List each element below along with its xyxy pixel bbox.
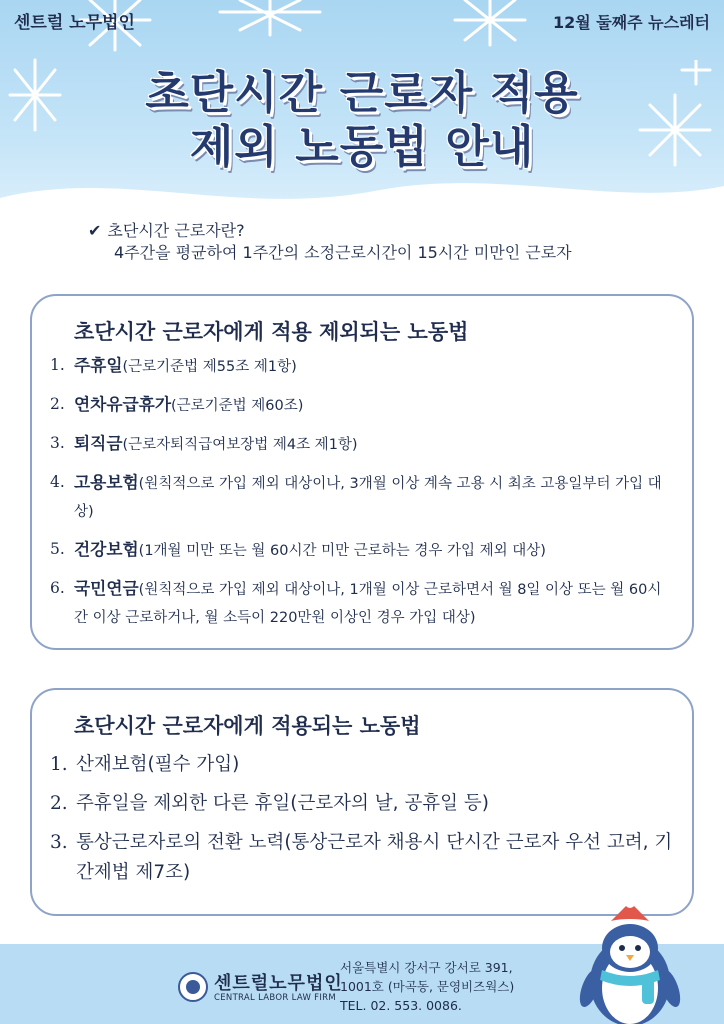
applied-law-text: 주휴일을 제외한 다른 휴일(근로자의 날, 공휴일 등) — [76, 793, 490, 814]
snowflake-icon — [200, 0, 340, 40]
applied-law-text: 산재보험(필수 가입) — [76, 754, 240, 775]
law-description: (근로기준법 제55조 제1항) — [122, 359, 297, 375]
list-number: 3. — [50, 832, 68, 853]
definition-question-text: 초단시간 근로자란? — [107, 221, 245, 240]
firm-logo-name: 센트럴노무법인 — [214, 973, 343, 994]
definition-block — [88, 220, 572, 264]
applied-laws-list — [50, 750, 674, 897]
law-name: 연차유급휴가 — [74, 394, 171, 414]
list-number: 4. — [50, 473, 65, 491]
address-line-2: 1001호 (마곡동, 문영비즈웍스) — [340, 979, 515, 994]
law-description: (근로자퇴직급여보장법 제4조 제1항) — [122, 437, 358, 453]
snowflake-icon — [450, 0, 530, 50]
list-item — [50, 469, 674, 526]
list-number: 5. — [50, 540, 65, 558]
page-title-line-1: 초단시간 근로자 적용 — [145, 66, 579, 119]
applied-law-text: 통상근로자로의 전환 노력(통상근로자 채용시 단시간 근로자 우선 고려, 기간제법 제7조) — [76, 832, 673, 883]
law-name: 퇴직금 — [74, 433, 123, 453]
applied-laws-heading: 초단시간 근로자에게 적용되는 노동법 — [74, 714, 421, 738]
address-line-1: 서울특별시 강서구 강서로 391, — [340, 960, 513, 975]
law-name: 주휴일 — [74, 355, 123, 375]
list-number: 3. — [50, 434, 65, 452]
list-item — [50, 536, 674, 565]
law-description: (1개월 미만 또는 월 60시간 미만 근로하는 경우 가입 제외 대상) — [138, 543, 546, 559]
list-item — [50, 828, 674, 888]
definition-answer: 4주간을 평균하여 1주간의 소정근로시간이 15시간 미만인 근로자 — [114, 243, 572, 262]
list-number: 2. — [50, 793, 68, 814]
firm-logo-icon — [178, 972, 208, 1002]
excluded-laws-heading: 초단시간 근로자에게 적용 제외되는 노동법 — [74, 320, 469, 344]
list-number: 1. — [50, 356, 65, 374]
page-title-line-2: 제외 노동법 안내 — [189, 120, 535, 173]
check-icon: ✔ — [88, 221, 102, 240]
list-item — [50, 789, 674, 819]
law-name: 고용보험 — [74, 472, 139, 492]
law-name: 건강보험 — [74, 539, 139, 559]
law-name: 국민연금 — [74, 578, 139, 598]
firm-address — [340, 958, 514, 1015]
header-wave — [0, 168, 724, 228]
law-description: (원칙적으로 가입 제외 대상이나, 1개월 이상 근로하면서 월 8일 이상 또는 월 60시간 이상 근로하거나, 월 소득이 220만원 이상인 경우 가입 대상) — [74, 582, 662, 626]
firm-logo-english: CENTRAL LABOR LAW FIRM — [214, 993, 337, 1003]
brand-name: 센트럴 노무법인 — [14, 13, 135, 33]
list-number: 2. — [50, 395, 65, 413]
list-number: 1. — [50, 754, 68, 775]
applied-laws-card — [30, 688, 694, 916]
list-item — [50, 750, 674, 780]
list-number: 6. — [50, 579, 65, 597]
phone-number: TEL. 02. 553. 0086. — [340, 998, 462, 1013]
law-description: (원칙적으로 가입 제외 대상이나, 3개월 이상 계속 고용 시 최초 고용일부터 가입 대상) — [74, 476, 662, 520]
list-item — [50, 575, 674, 632]
newsletter-label: 12월 둘째주 뉴스레터 — [552, 13, 710, 32]
law-description: (근로기준법 제60조) — [171, 398, 304, 414]
list-item — [50, 430, 674, 459]
list-item — [50, 352, 674, 381]
excluded-laws-card — [30, 294, 694, 650]
penguin-illustration — [572, 900, 692, 1024]
definition-question — [88, 220, 572, 242]
list-item — [50, 391, 674, 420]
excluded-laws-list — [50, 352, 674, 642]
